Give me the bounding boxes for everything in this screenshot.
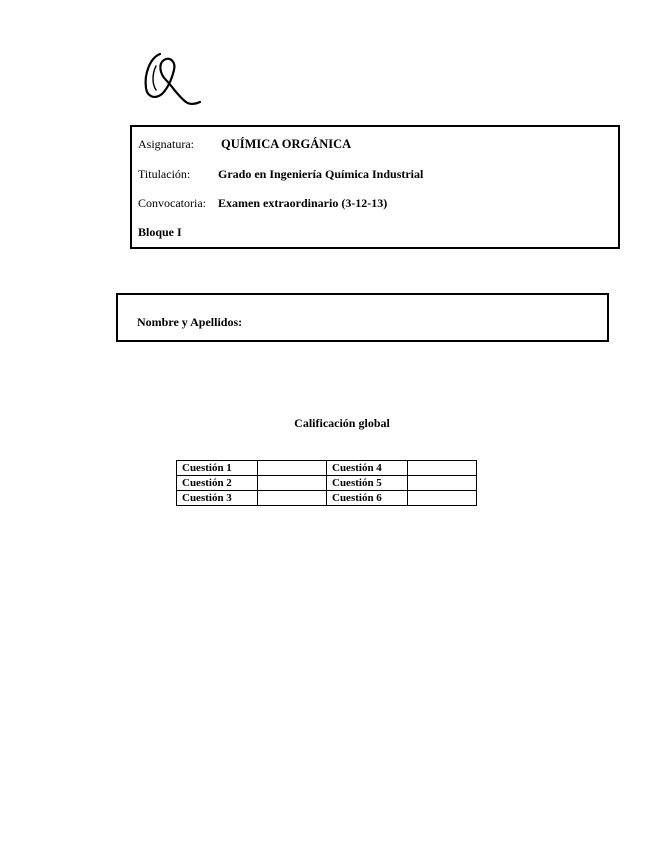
score-cell (258, 461, 327, 476)
student-name-label: Nombre y Apellidos: (137, 315, 243, 329)
asignatura-value: QUÍMICA ORGÁNICA (221, 137, 352, 151)
score-cell (408, 461, 477, 476)
bloque-label: Bloque I (138, 225, 182, 239)
score-cell (258, 476, 327, 491)
question-label: Cuestión 3 (177, 491, 258, 506)
table-row (177, 461, 477, 476)
titulacion-row (138, 167, 423, 182)
question-label: Cuestión 5 (327, 476, 408, 491)
asignatura-label: Asignatura: (138, 137, 194, 151)
score-cell (258, 491, 327, 506)
convocatoria-row (138, 196, 387, 211)
table-row (177, 491, 477, 506)
titulacion-value: Grado en Ingeniería Química Industrial (218, 167, 424, 181)
titulacion-label: Titulación: (138, 167, 191, 181)
university-logo (138, 44, 202, 108)
question-label: Cuestión 1 (177, 461, 258, 476)
student-name-box (116, 293, 609, 342)
convocatoria-label: Convocatoria: (138, 196, 206, 210)
grades-title: Calificación global (294, 416, 390, 430)
convocatoria-value: Examen extraordinario (3-12-13) (218, 196, 388, 210)
grades-table (176, 460, 477, 506)
question-label: Cuestión 2 (177, 476, 258, 491)
question-label: Cuestión 4 (327, 461, 408, 476)
score-cell (408, 491, 477, 506)
table-row (177, 476, 477, 491)
asignatura-row (138, 137, 351, 152)
question-label: Cuestión 6 (327, 491, 408, 506)
score-cell (408, 476, 477, 491)
course-info-box (130, 125, 620, 249)
